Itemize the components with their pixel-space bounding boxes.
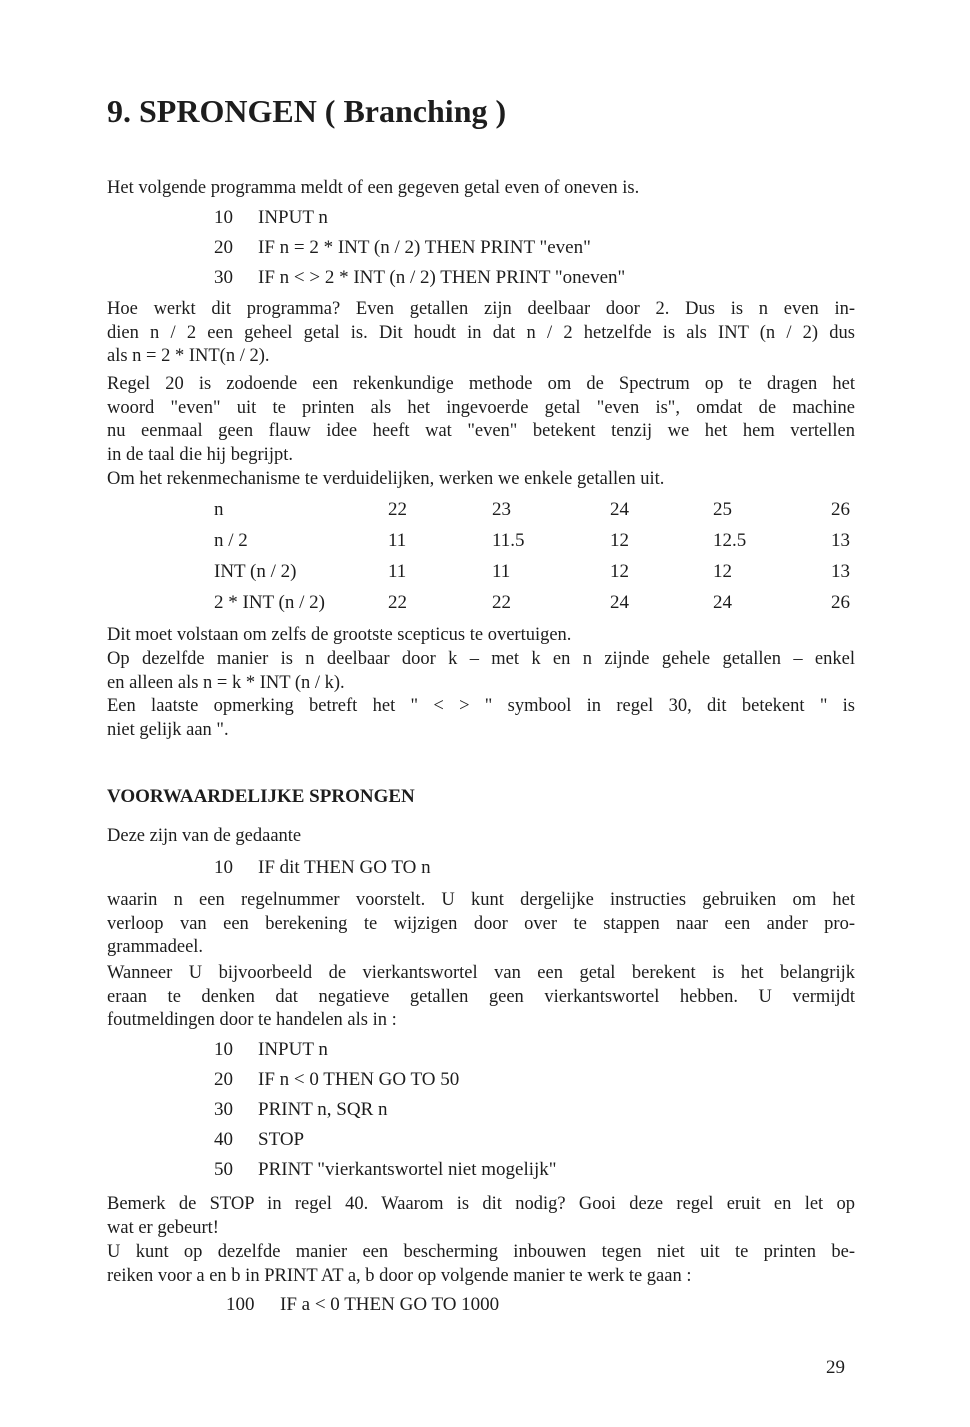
page-title: 9. SPRONGEN ( Branching ) xyxy=(107,93,507,129)
text-line: en alleen als n = k * INT (n / k). xyxy=(107,672,345,693)
text-line: grammadeel. xyxy=(107,937,204,957)
text-line: Een laatste opmerking betreft het " < > " symbool in regel 30, dit betekent " is xyxy=(107,696,855,716)
table-cell: 11 xyxy=(492,561,511,582)
text-line: Regel 20 is zodoende een rekenkundige methode om de Spectrum op te dragen het xyxy=(107,374,855,394)
text-line: Wanneer U bijvoorbeeld de vierkantswortel van een getal berekent is het belangrijk xyxy=(107,963,855,983)
page-number: 29 xyxy=(826,1357,845,1378)
code-statement: PRINT "vierkantswortel niet mogelijk" xyxy=(258,1159,557,1180)
line-number: 30 xyxy=(214,1099,233,1120)
text-line: nu eenmaal geen flauw idee heeft wat "even" betekent tenzij we het hem vertellen xyxy=(107,421,855,441)
paragraph xyxy=(107,1241,855,1288)
table-cell: 12 xyxy=(610,561,629,582)
code-line xyxy=(214,1129,304,1151)
code-statement: IF n < 0 THEN GO TO 50 xyxy=(258,1069,460,1090)
code-statement: PRINT n, SQR n xyxy=(258,1099,388,1120)
row-label: n / 2 xyxy=(214,530,248,551)
row-label: n xyxy=(214,499,224,520)
table-cell: 24 xyxy=(610,592,629,613)
line-number: 10 xyxy=(214,1039,233,1060)
line-number: 10 xyxy=(214,857,233,878)
intro-paragraph xyxy=(107,177,855,201)
table-cell: 22 xyxy=(388,592,407,613)
paragraph xyxy=(107,695,855,742)
paragraph xyxy=(107,298,855,369)
code-line xyxy=(214,207,328,229)
table-cell: 26 xyxy=(831,592,850,613)
table-cell: 11 xyxy=(388,530,407,551)
table-cell: 12 xyxy=(713,561,732,582)
paragraph xyxy=(107,648,855,695)
row-label: 2 * INT (n / 2) xyxy=(214,592,325,613)
row-label: INT (n / 2) xyxy=(214,561,297,582)
text-line: Dit moet volstaan om zelfs de grootste scepticus te overtuigen. xyxy=(107,625,572,645)
paragraph xyxy=(107,468,855,492)
table-cell: 12.5 xyxy=(713,530,747,551)
table-cell: 25 xyxy=(713,499,732,520)
paragraph xyxy=(107,624,855,648)
text-line: verloop van een berekening te wijzigen door over te stappen naar een ander pro- xyxy=(107,913,855,934)
code-line xyxy=(214,857,431,879)
line-number: 30 xyxy=(214,267,233,288)
text-line: niet gelijk aan ". xyxy=(107,719,229,740)
paragraph xyxy=(107,1193,855,1240)
line-number: 100 xyxy=(226,1294,255,1315)
text-line: Het volgende programma meldt of een gegeven getal even of oneven is. xyxy=(107,178,640,198)
table-cell: 12 xyxy=(610,530,629,551)
table-cell: 11.5 xyxy=(492,530,525,551)
code-line xyxy=(214,237,591,259)
table-cell: 22 xyxy=(388,499,407,520)
text-line: Hoe werkt dit programma? Even getallen zijn deelbaar door 2. Dus is n even in- xyxy=(107,299,855,319)
text-line: wat er gebeurt! xyxy=(107,1217,219,1238)
text-line: foutmeldingen door te handelen als in : xyxy=(107,1010,397,1030)
text-line: Om het rekenmechanisme te verduidelijken, werken we enkele getallen uit. xyxy=(107,469,665,489)
text-line: U kunt op dezelfde manier een bescherming inbouwen tegen niet uit te printen be- xyxy=(107,1242,855,1262)
text-line: Bemerk de STOP in regel 40. Waarom is dit nodig? Gooi deze regel eruit en let op xyxy=(107,1194,855,1214)
paragraph xyxy=(107,889,855,960)
code-line xyxy=(214,1159,557,1181)
text-line: reiken voor a en b in PRINT AT a, b door op volgende manier te werk te gaan : xyxy=(107,1265,692,1286)
code-line xyxy=(214,1039,328,1061)
line-number: 50 xyxy=(214,1159,233,1180)
code-statement: IF a < 0 THEN GO TO 1000 xyxy=(280,1294,500,1315)
code-statement: IF n = 2 * INT (n / 2) THEN PRINT "even" xyxy=(258,237,591,258)
table-cell: 26 xyxy=(831,499,850,520)
code-statement: IF n < > 2 * INT (n / 2) THEN PRINT "oneven" xyxy=(258,267,626,288)
table-cell: 13 xyxy=(831,530,850,551)
line-number: 20 xyxy=(214,1069,233,1090)
text-line: dien n / 2 een geheel getal is. Dit houdt in dat n / 2 hetzelfde is als INT (n / 2) dus xyxy=(107,322,855,343)
line-number: 20 xyxy=(214,237,233,258)
text-line: in de taal die hij begrijpt. xyxy=(107,444,293,465)
table-cell: 23 xyxy=(492,499,511,520)
text-line: Op dezelfde manier is n deelbaar door k – met k en n zijnde gehele getallen – enkel xyxy=(107,649,855,669)
line-number: 40 xyxy=(214,1129,233,1150)
code-statement: IF dit THEN GO TO n xyxy=(258,857,431,878)
table-cell: 13 xyxy=(831,561,850,582)
code-line xyxy=(214,1069,459,1091)
text-line: waarin n een regelnummer voorstelt. U kunt dergelijke instructies gebruiken om het xyxy=(107,890,855,910)
paragraph xyxy=(107,825,855,849)
paragraph xyxy=(107,373,855,467)
line-number: 10 xyxy=(214,207,233,228)
code-line xyxy=(214,1099,388,1121)
text-line: woord "even" uit te printen als het ingevoerde getal "even is", omdat de machine xyxy=(107,397,855,418)
code-line xyxy=(214,267,625,289)
section-heading: VOORWAARDELIJKE SPRONGEN xyxy=(107,786,415,807)
code-statement: STOP xyxy=(258,1129,305,1150)
code-statement: INPUT n xyxy=(258,207,328,228)
table-cell: 24 xyxy=(610,499,629,520)
code-line xyxy=(226,1294,499,1316)
text-line: als n = 2 * INT(n / 2). xyxy=(107,346,270,366)
table-cell: 11 xyxy=(388,561,407,582)
paragraph xyxy=(107,962,855,1033)
text-line: eraan te denken dat negatieve getallen geen vierkantswortel hebben. U vermijdt xyxy=(107,986,855,1007)
table-cell: 22 xyxy=(492,592,511,613)
text-line: Deze zijn van de gedaante xyxy=(107,826,302,846)
table-cell: 24 xyxy=(713,592,732,613)
code-statement: INPUT n xyxy=(258,1039,328,1060)
